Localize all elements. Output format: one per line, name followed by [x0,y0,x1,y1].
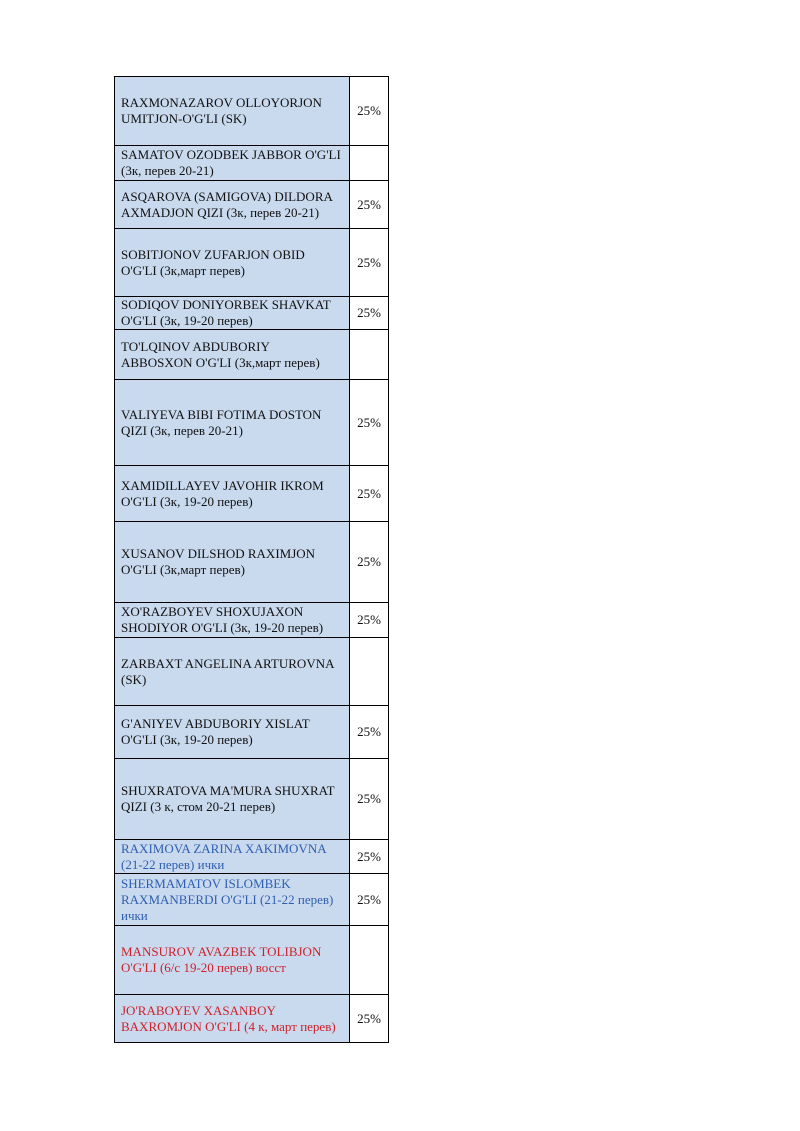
student-name-cell: G'ANIYEV ABDUBORIY XISLAT O'G'LI (3к, 19-20 перев) [115,706,350,759]
table-row [115,77,389,146]
student-name-cell: VALIYEVA BIBI FOTIMA DOSTON QIZI (3к, перев 20-21) [115,380,350,466]
table-row [115,759,389,840]
table-row [115,603,389,638]
table-row [115,466,389,522]
student-name-cell: SHERMAMATOV ISLOMBEK RAXMANBERDI O'G'LI (21-22 перев) ички [115,874,350,926]
student-name-cell: ASQAROVA (SAMIGOVA) DILDORA AXMADJON QIZI (3к, перев 20-21) [115,181,350,229]
percent-cell: 25% [350,77,389,146]
table-row [115,522,389,603]
percent-cell: 25% [350,603,389,638]
table-row [115,181,389,229]
percent-cell [350,146,389,181]
table-row [115,926,389,995]
student-name-cell: XO'RAZBOYEV SHOXUJAXON SHODIYOR O'G'LI (3к, 19-20 перев) [115,603,350,638]
table-row [115,229,389,297]
percent-cell: 25% [350,466,389,522]
percent-cell: 25% [350,759,389,840]
table-row [115,330,389,380]
student-name-cell: SHUXRATOVA MA'MURA SHUXRAT QIZI (3 к, стом 20-21 перев) [115,759,350,840]
table-row [115,840,389,874]
percent-cell: 25% [350,297,389,330]
student-name-cell: SODIQOV DONIYORBEK SHAVKAT O'G'LI (3к, 19-20 перев) [115,297,350,330]
percent-cell: 25% [350,380,389,466]
percent-cell: 25% [350,874,389,926]
table-row [115,297,389,330]
student-name-cell: ZARBAXT ANGELINA ARTUROVNA (SK) [115,638,350,706]
student-name-cell: JO'RABOYEV XASANBOY BAXROMJON O'G'LI (4 к, март перев) [115,995,350,1043]
table-row [115,706,389,759]
student-name-cell: RAXMONAZAROV OLLOYORJON UMITJON-O'G'LI (SK) [115,77,350,146]
table-row [115,380,389,466]
student-table [114,76,389,1043]
table-row [115,146,389,181]
percent-cell: 25% [350,995,389,1043]
table-row [115,995,389,1043]
table-row [115,874,389,926]
student-name-cell: XUSANOV DILSHOD RAXIMJON O'G'LI (3к,март перев) [115,522,350,603]
student-table-container [114,76,389,1043]
student-name-cell: XAMIDILLAYEV JAVOHIR IKROM O'G'LI (3к, 19-20 перев) [115,466,350,522]
percent-cell [350,926,389,995]
percent-cell: 25% [350,181,389,229]
percent-cell: 25% [350,229,389,297]
percent-cell: 25% [350,522,389,603]
student-name-cell: SAMATOV OZODBEK JABBOR O'G'LI (3к, перев 20-21) [115,146,350,181]
percent-cell: 25% [350,840,389,874]
table-row [115,638,389,706]
student-name-cell: SOBITJONOV ZUFARJON OBID O'G'LI (3к,март перев) [115,229,350,297]
percent-cell [350,330,389,380]
student-name-cell: RAXIMOVA ZARINA XAKIMOVNA (21-22 перев) ички [115,840,350,874]
student-name-cell: TO'LQINOV ABDUBORIY ABBOSXON O'G'LI (3к,март перев) [115,330,350,380]
percent-cell [350,638,389,706]
student-name-cell: MANSUROV AVAZBEK TOLIBJON O'G'LI (6/с 19-20 перев) восст [115,926,350,995]
percent-cell: 25% [350,706,389,759]
